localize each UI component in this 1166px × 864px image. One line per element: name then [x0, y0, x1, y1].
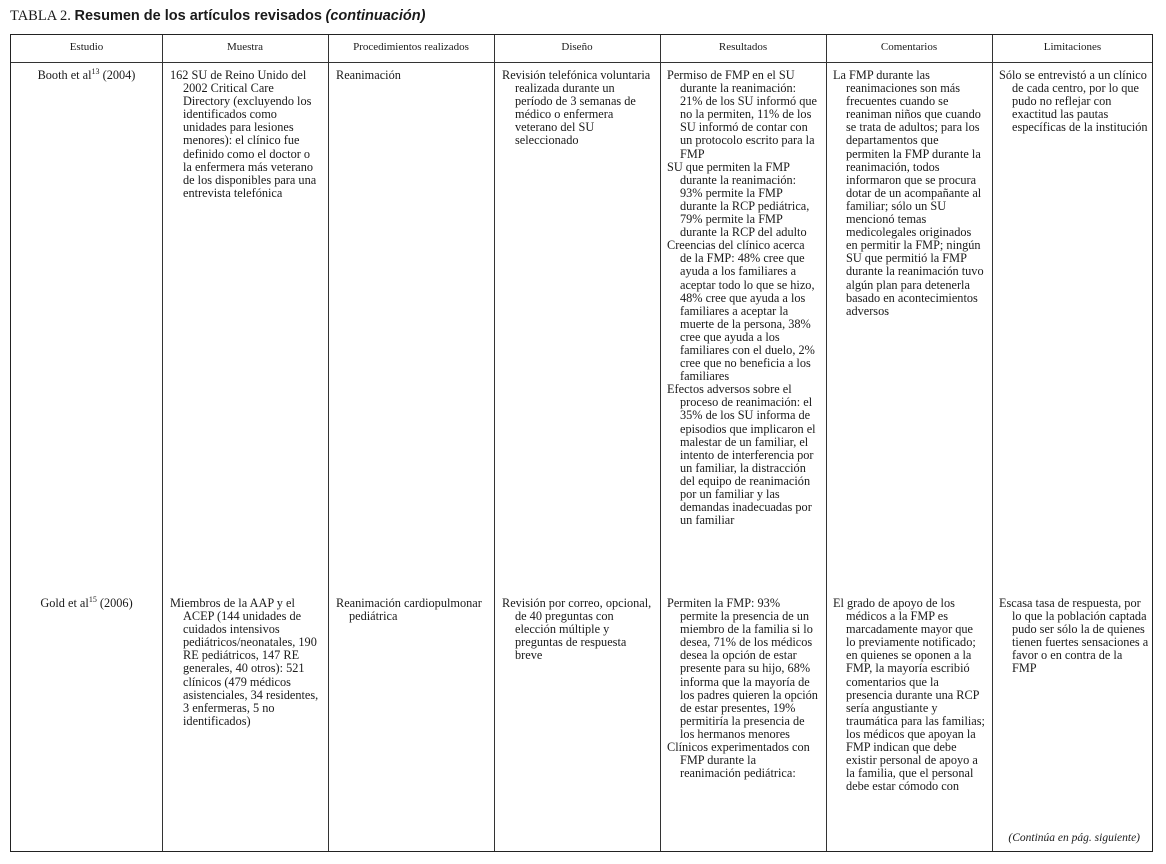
study-author: Booth et al: [37, 68, 92, 82]
column-divider: [992, 35, 993, 851]
header-limitaciones: Limitaciones: [1043, 41, 1102, 53]
column-divider: [162, 35, 163, 851]
study-author: Gold et al: [40, 596, 89, 610]
cell-paragraph: Efectos adversos sobre el proceso de reanimación: el 35% de los SU informa de episodios que implicaron el malestar de un familiar, el intento de interferencia por un familiar, la distracción del equipo de reanimación por un familiar y las demandas inadecuadas por un familiar: [667, 382, 816, 528]
header-comentarios: Comentarios: [880, 41, 938, 53]
cell-paragraph: Permiten la FMP: 93% permite la presencia de un miembro de la familia si lo desea, 71% de los médicos desea la opción de estar presente para su hijo, 68% informa que la mayoría de los padres quieren la opción de estar presentes, 19% permitiría la presencia de los hermanos menores: [667, 596, 818, 741]
cell-paragraph: El grado de apoyo de los médicos a la FMP es marcadamente mayor que lo previamente notificado; en quienes se oponen a la FMP, la mayoría escribió comentarios que la presencia durante una RCP sería angustiante y traumática para las familias; los médicos que apoyan la FMP indican que debe existir personal de apoyo a la familia, que el personal debe estar cómodo con: [833, 596, 985, 794]
cell-paragraph: Revisión por correo, opcional, de 40 preguntas con elección múltiple y preguntas de respuesta breve: [502, 596, 652, 663]
header-estudio: Estudio: [69, 41, 104, 53]
cell-paragraph: Creencias del clínico acerca de la FMP: 48% cree que ayuda a los familiares a aceptar todo lo que se hizo, 48% cree que ayuda a los familiares a aceptar la muerte de la persona, 38% cree que ayuda a los familiares con el duelo, 2% cree que no beneficia a los familiares: [667, 238, 815, 384]
table-row-booth-study: [11, 66, 162, 82]
cell-paragraph: Miembros de la AAP y el ACEP (144 unidades de cuidados intensivos pediátricos/neonatales, 190 RE pediátricos, 147 RE generales, 40 otros): 521 clínicos (479 médicos asistenciales, 34 residentes, 3 enfermeras, 5 no identificados): [170, 596, 319, 728]
cell-paragraph: 162 SU de Reino Unido del 2002 Critical Care Directory (excluyendo los identificados como unidades para lesiones menores): el clínico fue definido como el doctor o la enfermera más veterano de los disponibles para una entrevista telefónica: [170, 68, 317, 200]
table-row-gold-procedures: [336, 597, 486, 623]
study-reference: 13: [91, 66, 100, 76]
table-title: Resumen de los artículos revisados: [74, 8, 322, 24]
header-diseno: Diseño: [561, 41, 593, 53]
table-continuation: (continuación): [325, 8, 426, 24]
column-divider: [328, 35, 329, 851]
cell-paragraph: SU que permiten la FMP durante la reanimación: 93% permite la FMP durante la RCP pediátrica, 79% permite la FMP durante la RCP del adulto: [667, 159, 810, 240]
header-procedimientos: Procedimientos realizados: [353, 41, 469, 53]
table-row-gold-design: [502, 597, 652, 662]
cell-paragraph: Sólo se entrevistó a un clínico de cada centro, por lo que pudo no reflejar con exactitud las pautas específicas de la institución: [999, 68, 1148, 135]
study-year: (2006): [96, 596, 133, 610]
table-row-booth-procedures: [336, 69, 486, 82]
column-divider: [826, 35, 827, 851]
cell-paragraph: Reanimación cardiopulmonar pediátrica: [336, 596, 482, 624]
cell-paragraph: Escasa tasa de respuesta, por lo que la población captada pudo ser sólo la de quienes tienen fuertes sensaciones a favor o en contra de la FMP: [999, 596, 1149, 676]
column-divider: [494, 35, 495, 851]
table-row-gold-results: [667, 597, 819, 780]
header-divider: [11, 62, 1152, 63]
table-caption: [10, 8, 425, 25]
column-divider: [660, 35, 661, 851]
continuation-note: (Continúa en pág. siguiente): [1008, 832, 1140, 844]
cell-paragraph: Permiso de FMP en el SU durante la reanimación: 21% de los SU informó que no la permiten, 11% de los SU informó de contar con un protocolo escrito para la FMP: [667, 68, 817, 161]
header-resultados: Resultados: [718, 41, 768, 53]
study-reference: 15: [88, 594, 97, 604]
study-year: (2004): [99, 68, 136, 82]
table-row-booth-limitations: [999, 69, 1149, 134]
table-row-gold-limitations: [999, 597, 1149, 676]
table-row-booth-comments: [833, 69, 985, 318]
cell-paragraph: Revisión telefónica voluntaria realizada durante un período de 3 semanas de médico o enfermera veterano del SU seleccionado: [502, 68, 651, 148]
cell-paragraph: Reanimación: [336, 68, 401, 82]
table-label: TABLA 2.: [10, 8, 71, 24]
table-row-gold-comments: [833, 597, 985, 793]
summary-table: [10, 34, 1153, 852]
header-muestra: Muestra: [226, 41, 264, 53]
table-row-booth-design: [502, 69, 652, 148]
cell-paragraph: Clínicos experimentados con FMP durante la reanimación pediátrica:: [667, 740, 810, 781]
table-row-booth-results: [667, 69, 819, 527]
cell-paragraph: La FMP durante las reanimaciones son más frecuentes cuando se reaniman niños que cuando se trata de adultos; para los departamentos que permiten la FMP durante la reanimación, todos informaron que se procura dotar de un acompañante al familiar; sólo un SU mencionó temas medicolegales originados en permitir la FMP; ningún SU que permitió la FMP durante la reanimación tuvo algún plan para detenerla basado en acontecimientos adversos: [833, 68, 984, 318]
table-row-gold-sample: [170, 597, 320, 728]
table-row-gold-study: [11, 594, 162, 610]
table-row-booth-sample: [170, 69, 320, 200]
